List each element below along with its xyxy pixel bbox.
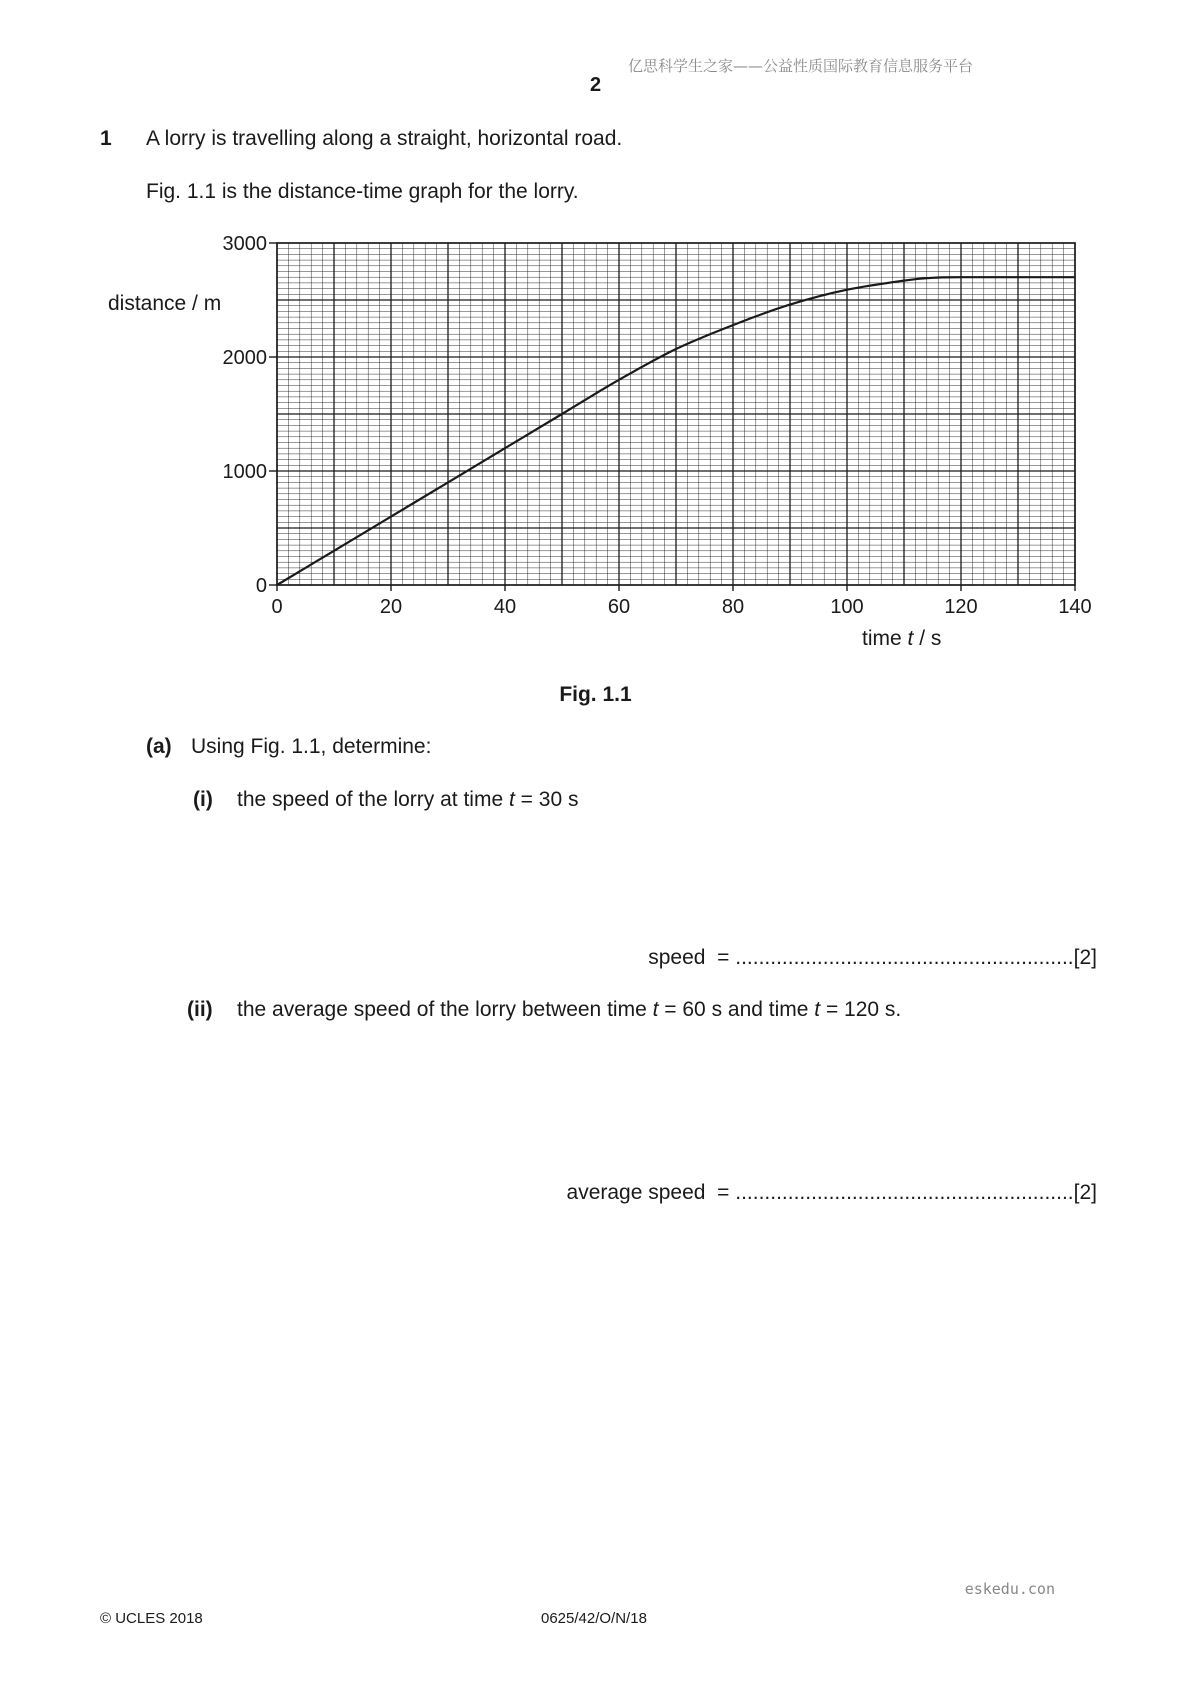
x-tick-label: 140	[1058, 596, 1092, 618]
x-tick-label: 40	[493, 596, 517, 618]
question-number: 1	[100, 127, 112, 150]
y-tick-label: 1000	[222, 461, 267, 483]
figure-caption: Fig. 1.1	[559, 683, 632, 706]
site-mark: eskedu.con	[964, 1580, 1055, 1598]
answer-average-speed[interactable]: average speed = ..........................................................[2]	[566, 1181, 1097, 1204]
page-number: 2	[589, 74, 602, 96]
part-a-ii-label: (ii)	[187, 998, 213, 1021]
part-a-label: (a)	[146, 735, 172, 758]
footer-copyright: © UCLES 2018	[100, 1610, 203, 1627]
y-tick-label: 2000	[222, 347, 267, 369]
part-a-ii-text: the average speed of the lorry between time t = 60 s and time t = 120 s.	[237, 998, 902, 1021]
x-tick-label: 100	[830, 596, 864, 618]
x-tick-label: 0	[271, 596, 283, 618]
part-a-text: Using Fig. 1.1, determine:	[191, 735, 432, 758]
x-tick-label: 20	[379, 596, 403, 618]
answer-speed[interactable]: speed = ..........................................................[2]	[648, 946, 1097, 969]
y-tick-label: 0	[255, 575, 267, 597]
footer-code: 0625/42/O/N/18	[541, 1610, 647, 1627]
question-intro: A lorry is travelling along a straight, horizontal road.	[146, 127, 623, 150]
y-tick-label: 3000	[222, 233, 267, 255]
x-tick-label: 120	[944, 596, 978, 618]
distance-time-chart	[0, 0, 1191, 680]
x-tick-label: 80	[721, 596, 745, 618]
watermark: 亿思科学生之家——公益性质国际教育信息服务平台	[627, 57, 973, 75]
figure-reference: Fig. 1.1 is the distance-time graph for the lorry.	[146, 180, 579, 203]
part-a-i-text: the speed of the lorry at time t = 30 s	[237, 788, 579, 811]
x-tick-label: 60	[607, 596, 631, 618]
x-axis-label: time t / s	[862, 627, 942, 650]
y-axis-label: distance / m	[108, 292, 222, 315]
part-a-i-label: (i)	[193, 788, 213, 811]
